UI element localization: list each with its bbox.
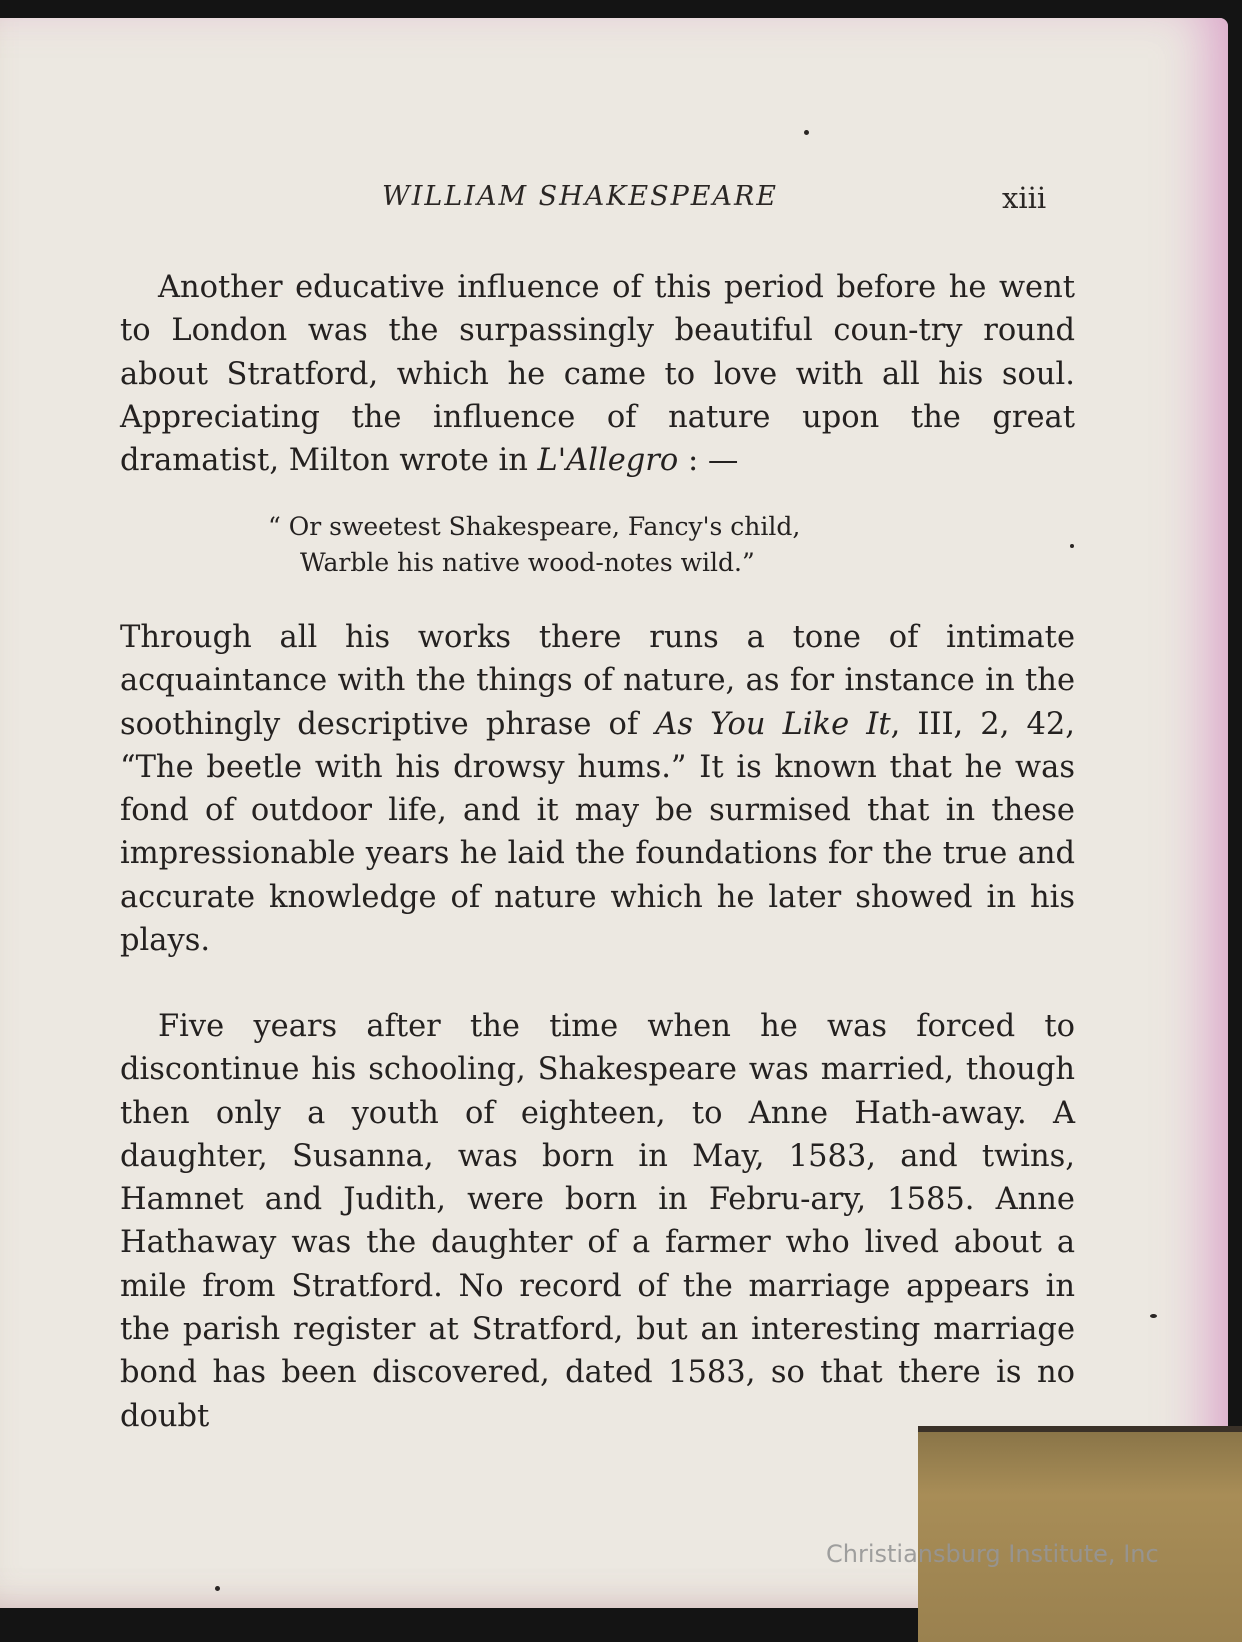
- paper-speck: [804, 130, 809, 135]
- paragraph-1-italic-title: L'Allegro: [537, 443, 679, 479]
- paragraph-2-italic-title: As You Like It: [655, 706, 891, 742]
- paragraph-1-tail: : —: [678, 443, 739, 479]
- paragraph-3-text: Five years after the time when he was forced to discontinue his schooling, Shakespeare was married, though then only a youth of eighteen, to Anne Hath-away. A daughter, Susanna, was born in May, 1583, and twins, Hamnet and Judith, were born in Febru-ary, 1585. Anne Hathaway was the daughter of a farmer who lived about a mile from Stratford. No record of the marriage appears in the parish register at Stratford, but an interesting marriage bond has been discovered, dated 1583, so that there is no doubt: [120, 1009, 1075, 1434]
- page-header: [0, 181, 1228, 221]
- paragraph-2: [120, 616, 1075, 962]
- paper-speck: [1150, 1314, 1157, 1318]
- paragraph-3: [120, 1005, 1075, 1438]
- quote-line-1: “ Or sweetest Shakespeare, Fancy's child,: [268, 512, 801, 541]
- page-number: xiii: [1002, 181, 1047, 215]
- paragraph-2-text-2: , III, 2, 42, “The beetle with his drowsy hums.” It is known that he was fond of outdoor life, and it may be surmised that in these impressionable years he laid the foundations for the true and accurate knowledge of nature which he later showed in his plays.: [120, 706, 1075, 959]
- watermark: Christiansburg Institute, Inc: [826, 1540, 1159, 1568]
- paragraph-1-text: Another educative influence of this period before he went to London was the surpassingly beautiful coun-try round about Stratford, which he came to love with all his soul. Appreciating the influence of nature upon the great dramatist, Milton wrote in: [120, 270, 1075, 479]
- running-title: WILLIAM SHAKESPEARE: [382, 181, 779, 212]
- quote-line-2: Warble his native wood-notes wild.”: [300, 548, 755, 577]
- paper-speck: [215, 1586, 220, 1591]
- paragraph-2-text-1: Through all his works there runs a tone of intimate acquaintance with the things of nature, as for instance in the soothingly descriptive phrase of: [120, 620, 1075, 742]
- book-cover-edge: [918, 1426, 1242, 1642]
- verse-quote: [268, 509, 800, 581]
- paper-speck: [1070, 544, 1074, 548]
- paragraph-1: [120, 266, 1075, 482]
- book-page: [0, 18, 1228, 1608]
